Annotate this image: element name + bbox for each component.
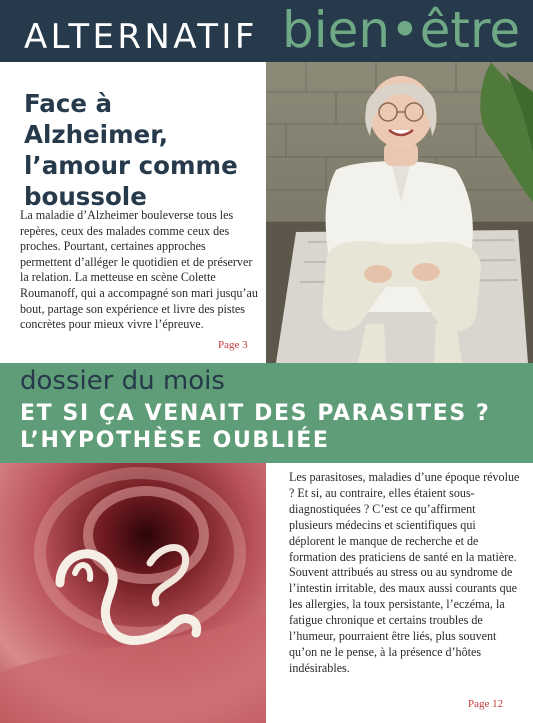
brand-wordmark-primary: ALTERNATIF bbox=[24, 17, 258, 57]
feature-intro: La maladie d’Alzheimer bouleverse tous les repères, ceux des malades comme ceux des proches. Pourtant, certaines approches permettent d’alléger le quotidien et de préserver la relation. La metteuse en scène Colette Roumanoff, qui a accompagné son mari jusqu’au bout, partage son expérience et livre des pistes concrètes pour mieux vivre l’épreuve. bbox=[20, 208, 258, 332]
intestine-photo-illustration bbox=[0, 463, 266, 723]
dossier-title bbox=[20, 400, 490, 454]
brand-wordmark-secondary: bien•être bbox=[282, 1, 521, 59]
portrait-photo bbox=[266, 62, 533, 363]
dossier-title-line-1: ET SI ÇA VENAIT DES PARASITES ? bbox=[20, 401, 491, 426]
feature-page-link[interactable]: Page 3 bbox=[218, 339, 248, 351]
dossier-title-line-2: L’HYPOTHÈSE OUBLIÉE bbox=[20, 428, 330, 453]
masthead bbox=[0, 0, 533, 62]
dossier-page-link[interactable]: Page 12 bbox=[468, 698, 504, 710]
feature-headline: Face à Alzheimer, l’amour comme boussole bbox=[24, 89, 238, 211]
portrait-photo-illustration bbox=[266, 62, 533, 363]
dossier-body: Les parasitoses, maladies d’une époque révolue ? Et si, au contraire, elles étaient sous-diagnostiquées ? C’est ce qu’affirment plusieurs médecins et scientifiques qui déplorent le manque de recherche et de formation des praticiens de santé en la matière. Souvent attribués au stress ou au syndrome de l’intestin irritable, des maux aussi courants que les allergies, la toux persistante, l’eczéma, la fatigue chronique et certains troubles de l’humeur, pourraient être liés, plus souvent qu’on ne le pense, à la présence d’hôtes indésirables. bbox=[289, 470, 520, 675]
dossier-kicker: dossier du mois bbox=[20, 366, 225, 396]
intestine-photo bbox=[0, 463, 266, 723]
